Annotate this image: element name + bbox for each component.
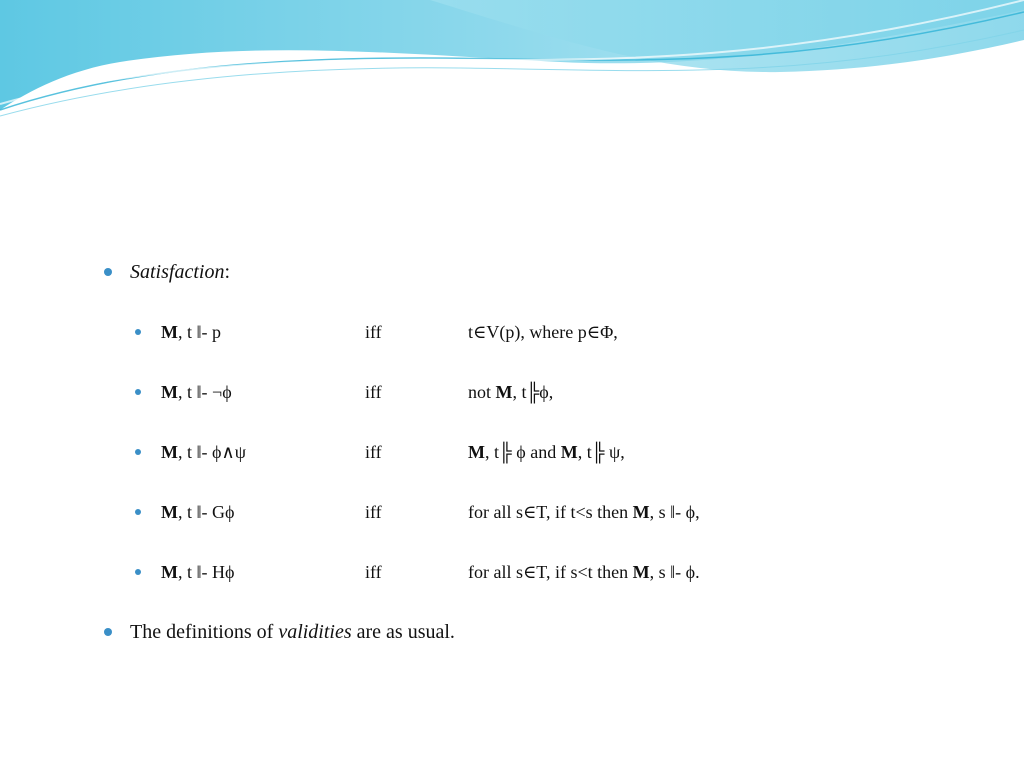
header-wave-decoration <box>0 0 1024 130</box>
rule-rhs-text: , t╠ ϕ and <box>485 442 561 462</box>
model-symbol: M <box>495 382 513 402</box>
rule-rhs-text: , s ‖- ϕ. <box>649 562 700 582</box>
rule-rhs-text: for all s∈T, if t<s then <box>468 502 633 522</box>
rule-lhs-text: , t ‖- Gϕ <box>178 502 235 522</box>
rule-row-3 <box>0 440 1024 464</box>
rule-rhs <box>468 560 700 584</box>
rule-lhs <box>161 440 246 464</box>
sub-bullet-dot <box>135 449 141 455</box>
model-symbol: M <box>161 502 178 522</box>
rule-rhs-text: t∈V(p), where p∈Φ, <box>468 322 618 342</box>
rule-iff: iff <box>365 322 382 342</box>
sub-bullet-dot <box>135 329 141 335</box>
model-symbol: M <box>632 502 650 522</box>
model-symbol: M <box>632 562 650 582</box>
bullet-dot <box>104 628 112 636</box>
model-symbol: M <box>468 442 485 462</box>
rule-lhs <box>161 320 221 344</box>
rule-lhs-text: , t ‖- ϕ∧ψ <box>178 442 246 462</box>
rule-rhs <box>468 500 700 524</box>
rule-rhs-text: for all s∈T, if s<t then <box>468 562 633 582</box>
satisfaction-label: Satisfaction <box>130 261 225 283</box>
model-symbol: M <box>560 442 578 462</box>
rule-lhs <box>161 500 235 524</box>
model-symbol: M <box>161 322 178 342</box>
rule-rhs-text: , t╠ϕ, <box>512 382 554 402</box>
satisfaction-suffix: : <box>224 261 231 283</box>
model-symbol: M <box>161 562 178 582</box>
rule-rhs <box>468 440 625 464</box>
rule-rhs <box>468 380 553 404</box>
rule-row-2 <box>0 380 1024 404</box>
satisfaction-heading <box>130 260 230 284</box>
model-symbol: M <box>161 442 178 462</box>
rule-row-4 <box>0 500 1024 524</box>
validities-text <box>130 620 455 644</box>
rule-rhs-text: , s ‖- ϕ, <box>649 502 700 522</box>
validities-emphasis: validities <box>278 621 352 643</box>
rule-lhs-text: , t ‖- p <box>178 322 222 342</box>
rule-lhs-text: , t ‖- Hϕ <box>178 562 235 582</box>
sub-bullet-dot <box>135 569 141 575</box>
rule-rhs-text: , t╠ ψ, <box>577 442 625 462</box>
rule-iff: iff <box>365 442 382 462</box>
model-symbol: M <box>161 382 178 402</box>
rule-iff: iff <box>365 382 382 402</box>
bullet-dot <box>104 268 112 276</box>
rule-iff: iff <box>365 502 382 522</box>
rule-lhs-text: , t ‖- ¬ϕ <box>178 382 232 402</box>
sub-bullet-dot <box>135 389 141 395</box>
validities-pre: The definitions of <box>130 621 279 643</box>
sub-bullet-dot <box>135 509 141 515</box>
validities-post: are as usual. <box>351 621 455 643</box>
rule-row-5 <box>0 560 1024 584</box>
rule-rhs <box>468 320 618 344</box>
rule-lhs <box>161 380 232 404</box>
rule-row-1 <box>0 320 1024 344</box>
rule-rhs-text: not <box>468 382 496 402</box>
rule-lhs <box>161 560 235 584</box>
rule-iff: iff <box>365 562 382 582</box>
